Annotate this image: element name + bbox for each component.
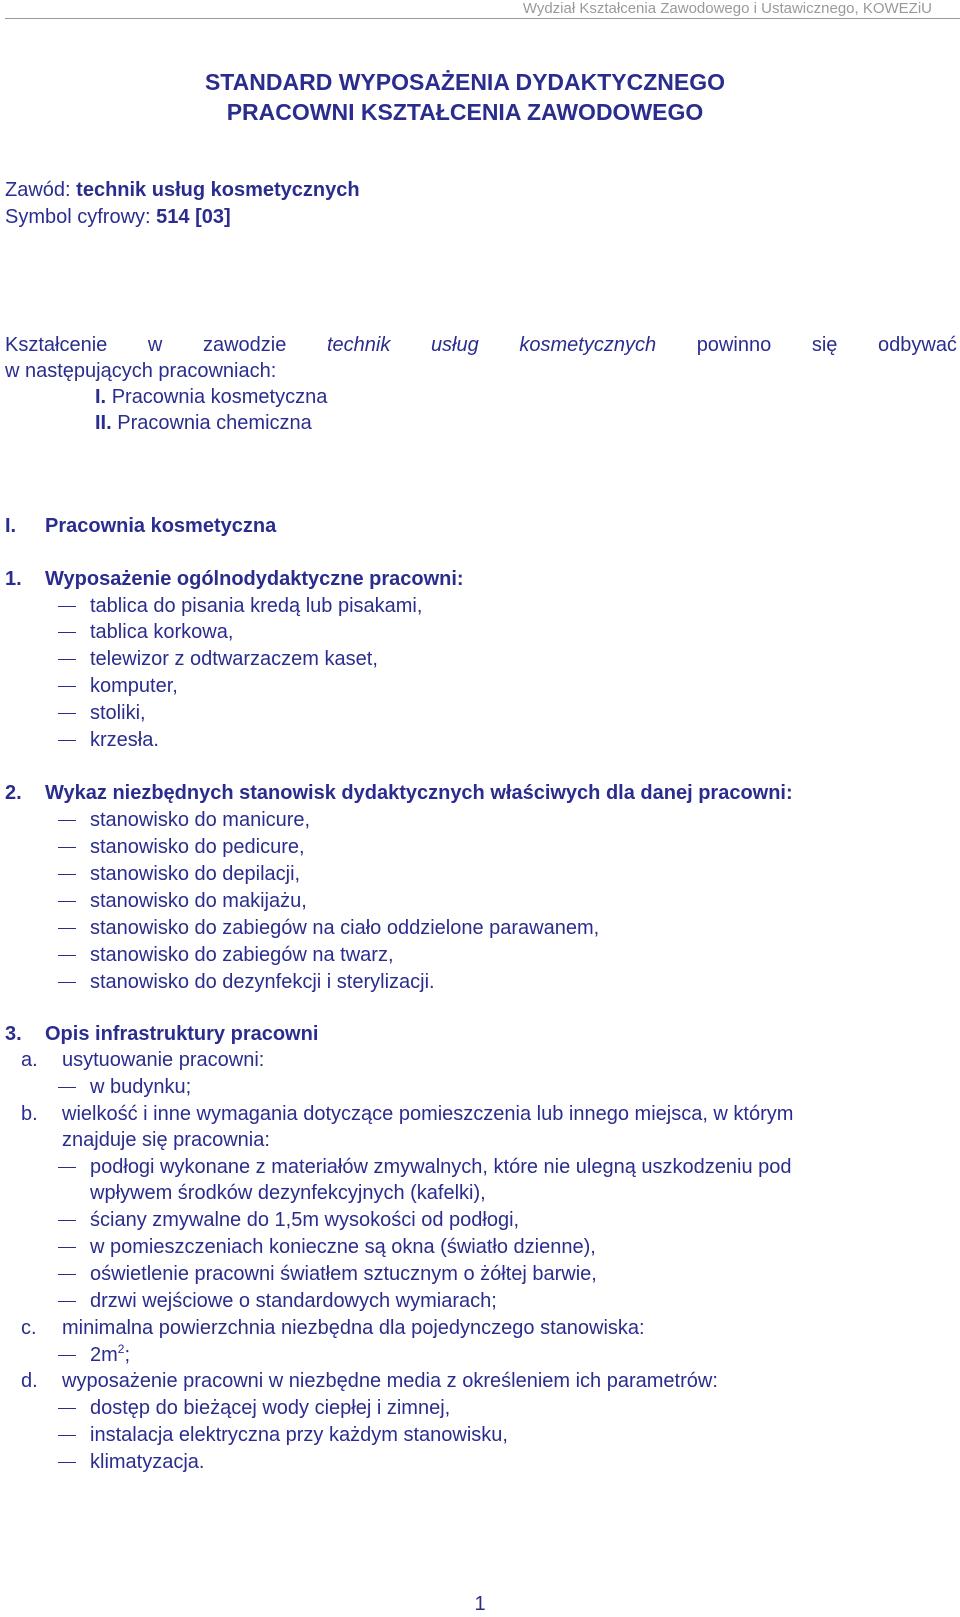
- page-number: 1: [474, 1593, 486, 1615]
- item-text: usytuowanie pracowni:: [62, 1049, 265, 1071]
- document-title-line2: PRACOWNI KSZTAŁCENIA ZAWODOWEGO: [226, 99, 704, 125]
- lab-name: Pracownia chemiczna: [117, 412, 312, 434]
- intro-word: w: [147, 334, 163, 356]
- intro-word: kosmetycznych: [519, 334, 657, 356]
- area-tail: ;: [124, 1344, 131, 1366]
- dash-bullet: [58, 1247, 76, 1248]
- dash-bullet: [58, 1087, 76, 1088]
- subsection-number: 3.: [5, 1023, 22, 1045]
- symbol-value: 514 [03]: [156, 206, 231, 228]
- dash-bullet: [58, 1301, 76, 1302]
- subsection-2-heading: [5, 781, 793, 805]
- dash-bullet: [58, 1355, 76, 1356]
- dash-bullet: [58, 901, 76, 902]
- list-item: tablica do pisania kredą lub pisakami,: [90, 595, 423, 617]
- dash-bullet: [58, 982, 76, 983]
- dash-bullet: [58, 1408, 76, 1409]
- subsection-title: Wyposażenie ogólnodydaktyczne pracowni:: [45, 568, 464, 590]
- item-text-continued: znajduje się pracownia:: [62, 1129, 270, 1151]
- list-item: [90, 1343, 130, 1367]
- intro-line2: w następujących pracowniach:: [5, 360, 277, 382]
- list-item: tablica korkowa,: [90, 621, 234, 643]
- dash-bullet: [58, 1435, 76, 1436]
- running-header: Wydział Kształcenia Zawodowego i Ustawicznego, KOWEZiU: [522, 0, 932, 17]
- lab-name: Pracownia kosmetyczna: [111, 386, 328, 408]
- intro-line1: [5, 333, 957, 357]
- intro-word: powinno: [696, 334, 772, 356]
- lab-number: II.: [95, 412, 112, 434]
- dash-bullet: [58, 686, 76, 687]
- dash-bullet: [58, 659, 76, 660]
- list-item: dostęp do bieżącej wody ciepłej i zimnej,: [90, 1397, 451, 1419]
- subsection-3-heading: [5, 1022, 318, 1046]
- list-item: stanowisko do manicure,: [90, 809, 311, 831]
- list-item: klimatyzacja.: [90, 1451, 205, 1473]
- dash-bullet: [58, 820, 76, 821]
- intro-word: usług: [430, 334, 479, 356]
- item-letter: d.: [21, 1370, 38, 1392]
- symbol-line: [5, 205, 231, 229]
- dash-bullet: [58, 632, 76, 633]
- list-item: instalacja elektryczna przy każdym stanowisku,: [90, 1424, 508, 1446]
- list-item: stanowisko do makijażu,: [90, 890, 307, 912]
- dash-bullet: [58, 740, 76, 741]
- intro-word: odbywać: [878, 334, 957, 356]
- list-item: stanowisko do zabiegów na twarz,: [90, 944, 394, 966]
- list-item: krzesła.: [90, 729, 159, 751]
- list-item: stanowisko do zabiegów na ciało oddzielone parawanem,: [90, 917, 600, 939]
- intro-word: Kształcenie: [5, 334, 108, 356]
- lab-list-item: [95, 411, 312, 435]
- section-heading: [5, 514, 276, 538]
- profession-label: Zawód:: [5, 179, 71, 201]
- area-exponent: 2: [117, 1342, 125, 1356]
- subsection-1-heading: [5, 567, 464, 591]
- profession-line: [5, 178, 360, 202]
- item-text: wielkość i inne wymagania dotyczące pomieszczenia lub innego miejsca, w którym: [62, 1103, 794, 1125]
- dash-bullet: [58, 1167, 76, 1168]
- dash-bullet: [58, 1274, 76, 1275]
- header-divider: [5, 18, 960, 19]
- dash-bullet: [58, 1220, 76, 1221]
- section-number: I.: [5, 515, 17, 537]
- subsection-number: 1.: [5, 568, 22, 590]
- item-text: wyposażenie pracowni w niezbędne media z określeniem ich parametrów:: [62, 1370, 718, 1392]
- list-item: ściany zmywalne do 1,5m wysokości od podłogi,: [90, 1209, 520, 1231]
- item-letter: c.: [21, 1317, 37, 1339]
- list-item: stanowisko do pedicure,: [90, 836, 305, 858]
- lab-number: I.: [95, 386, 107, 408]
- lab-list-item: [95, 385, 327, 409]
- dash-bullet: [58, 955, 76, 956]
- item-letter: a.: [21, 1049, 38, 1071]
- dash-bullet: [58, 928, 76, 929]
- profession-value: technik usług kosmetycznych: [76, 179, 360, 201]
- area-value: 2m: [90, 1344, 118, 1366]
- list-item: w pomieszczeniach konieczne są okna (światło dzienne),: [90, 1236, 596, 1258]
- dash-bullet: [58, 847, 76, 848]
- list-item: podłogi wykonane z materiałów zmywalnych, które nie ulegną uszkodzeniu pod: [90, 1156, 792, 1178]
- dash-bullet: [58, 606, 76, 607]
- item-text: minimalna powierzchnia niezbędna dla pojedynczego stanowiska:: [62, 1317, 645, 1339]
- intro-word: zawodzie: [202, 334, 287, 356]
- dash-bullet: [58, 874, 76, 875]
- item-letter: b.: [21, 1103, 38, 1125]
- dash-bullet: [58, 1462, 76, 1463]
- list-item: oświetlenie pracowni światłem sztucznym o żółtej barwie,: [90, 1263, 597, 1285]
- intro-word: technik: [326, 334, 391, 356]
- list-item: telewizor z odtwarzaczem kaset,: [90, 648, 378, 670]
- dash-bullet: [58, 713, 76, 714]
- subsection-title: Wykaz niezbędnych stanowisk dydaktycznych właściwych dla danej pracowni:: [45, 782, 793, 804]
- list-item: stanowisko do depilacji,: [90, 863, 301, 885]
- subsection-title: Opis infrastruktury pracowni: [45, 1023, 319, 1045]
- document-title-line1: STANDARD WYPOSAŻENIA DYDAKTYCZNEGO: [204, 69, 726, 95]
- list-item: w budynku;: [90, 1076, 192, 1098]
- list-item: stoliki,: [90, 702, 146, 724]
- section-title: Pracownia kosmetyczna: [45, 515, 277, 537]
- list-item: komputer,: [90, 675, 178, 697]
- symbol-label: Symbol cyfrowy:: [5, 206, 151, 228]
- list-item-continued: wpływem środków dezynfekcyjnych (kafelki),: [90, 1182, 486, 1204]
- list-item: drzwi wejściowe o standardowych wymiarach;: [90, 1290, 497, 1312]
- list-item: stanowisko do dezynfekcji i sterylizacji.: [90, 971, 435, 993]
- intro-word: się: [811, 334, 838, 356]
- subsection-number: 2.: [5, 782, 22, 804]
